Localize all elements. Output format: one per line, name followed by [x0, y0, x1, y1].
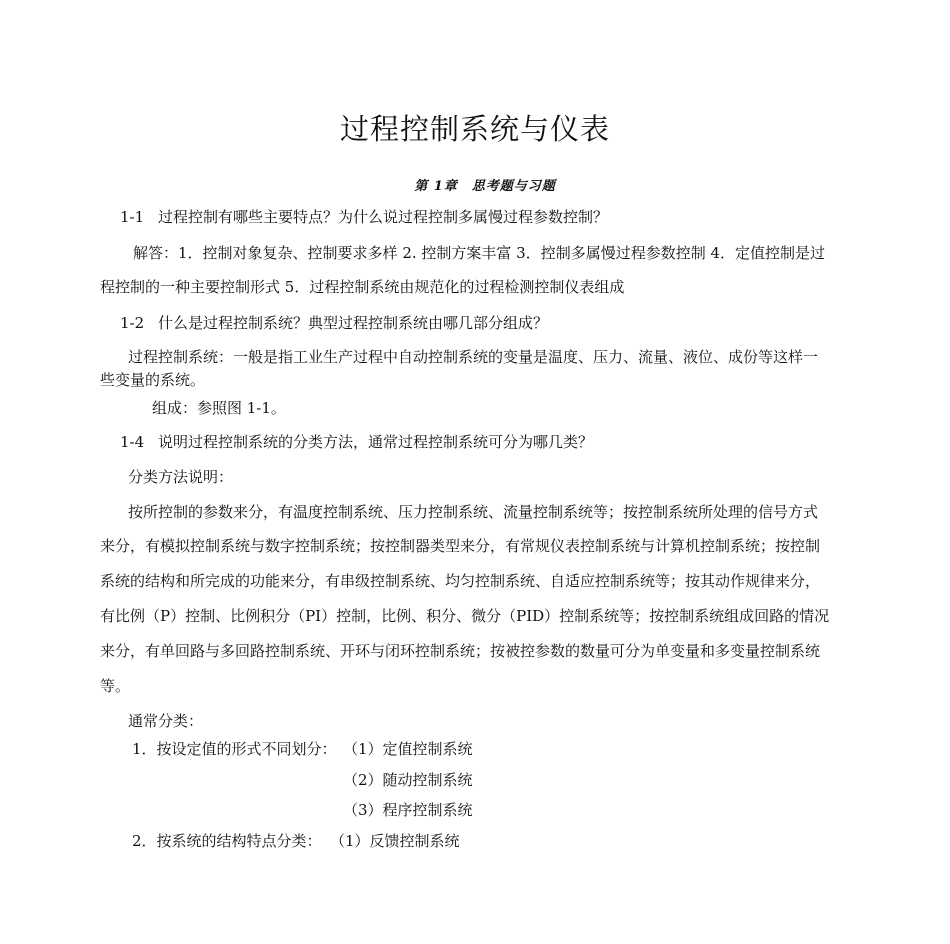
answer-line: 组成：参照图 1-1。	[152, 399, 286, 417]
answer-line: 些变量的系统。	[100, 371, 206, 389]
question-text: 什么是过程控制系统？典型过程控制系统由哪几部分组成？	[158, 314, 549, 332]
question-number: 1-1	[120, 208, 145, 226]
paragraph-line: 有比例（P）控制、比例积分（PI）控制，比例、积分、微分（PID）控制系统等；按控制系统组成回路的情况	[100, 607, 830, 625]
question-text: 说明过程控制系统的分类方法，通常过程控制系统可分为哪几类？	[158, 433, 594, 451]
paragraph-line: 系统的结构和所完成的功能来分，有串级控制系统、均匀控制系统、自适应控制系统等；按其动作规律来分，	[100, 572, 821, 590]
paragraph-line: 按所控制的参数来分，有温度控制系统、压力控制系统、流量控制系统等；按控制系统所处理的信号方式	[128, 503, 819, 521]
chapter-subtitle: 第 1章 思考题与习题	[414, 179, 556, 194]
class-item: （1）定值控制系统	[343, 740, 473, 758]
section-heading: 分类方法说明：	[128, 468, 234, 486]
answer-line: 解答：1．控制对象复杂、控制要求多样 2. 控制方案丰富 3．控制多属慢过程参数控制 4．定值控制是过	[133, 244, 826, 262]
class-item: （1）反馈控制系统	[330, 832, 460, 850]
question-number: 1-2	[120, 314, 145, 332]
class-label: 2．按系统的结构特点分类：	[132, 832, 322, 850]
answer-line: 程控制的一种主要控制形式 5．过程控制系统由规范化的过程检测控制仪表组成	[100, 278, 625, 296]
document-title: 过程控制系统与仪表	[339, 112, 610, 146]
class-label: 1．按设定值的形式不同划分：	[132, 740, 337, 758]
paragraph-line: 来分，有单回路与多回路控制系统、开环与闭环控制系统；按被控参数的数量可分为单变量和多变量控制系统	[100, 642, 821, 660]
paragraph-line: 等。	[100, 677, 131, 695]
paragraph-line: 来分，有模拟控制系统与数字控制系统；按控制器类型来分，有常规仪表控制系统与计算机控制系统；按控制	[100, 537, 821, 555]
section-heading: 通常分类：	[128, 712, 204, 730]
class-item: （2）随动控制系统	[343, 771, 473, 789]
class-item: （3）程序控制系统	[343, 801, 473, 819]
question-number: 1-4	[120, 433, 145, 451]
question-text: 过程控制有哪些主要特点？为什么说过程控制多属慢过程参数控制？	[158, 208, 609, 226]
answer-line: 过程控制系统：一般是指工业生产过程中自动控制系统的变量是温度、压力、流量、液位、成份等这样一	[128, 348, 819, 366]
